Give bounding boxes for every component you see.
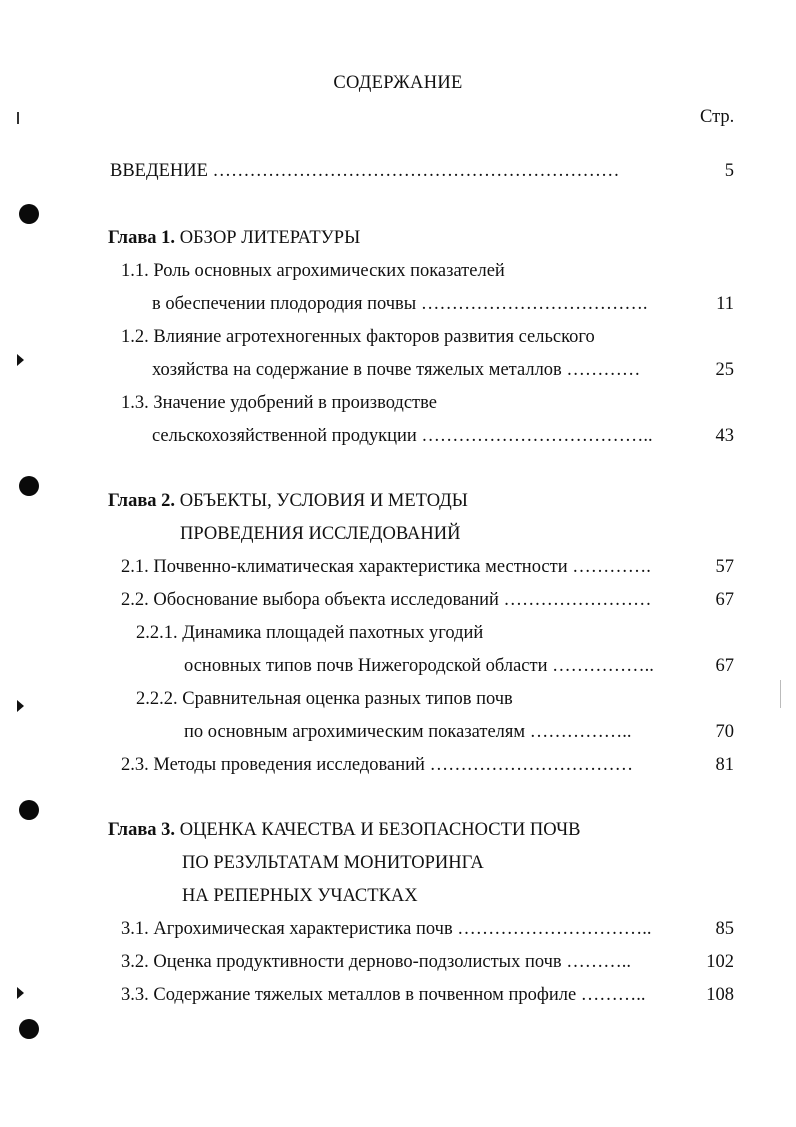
chapter-label: Глава 2. [108,491,176,511]
toc-entry-1-3-cont: сельскохозяйственной продукции ……………………………….. [152,426,653,446]
chapter-3-heading [108,819,581,841]
toc-page-number: 67 [715,590,734,610]
toc-entry-1-3: 1.3. Значение удобрений в производстве [121,393,437,413]
toc-page-number: 70 [715,722,734,742]
punch-hole [19,204,39,224]
chapter-title-cont: ПО РЕЗУЛЬТАТАМ МОНИТОРИНГА [182,853,484,873]
toc-entry-2-2-2: 2.2.2. Сравнительная оценка разных типов почв [136,689,513,709]
toc-entry-1-2-cont: хозяйства на содержание в почве тяжелых металлов ………… [152,360,641,380]
toc-entry-2-1: 2.1. Почвенно-климатическая характеристика местности …………. [121,557,651,577]
toc-page-number: 81 [715,755,734,775]
toc-entry-2-3: 2.3. Методы проведения исследований …………………………… [121,755,634,775]
toc-page-number: 57 [715,557,734,577]
page-column-header: Стр. [700,107,735,127]
toc-entry-3-2: 3.2. Оценка продуктивности дерново-подзолистых почв ……….. [121,952,632,972]
toc-entry-3-1: 3.1. Агрохимическая характеристика почв ………………………….. [121,919,652,939]
toc-entry-2-2: 2.2. Обоснование выбора объекта исследований …………………… [121,590,652,610]
toc-page-number: 5 [724,161,734,181]
toc-page-number: 102 [706,952,734,972]
toc-entry-2-2-2-cont: по основным агрохимическим показателям …………….. [184,722,632,742]
chapter-title: ОБЗОР ЛИТЕРАТУРЫ [179,228,361,248]
chapter-label: Глава 3. [108,820,176,840]
chapter-2-heading [108,490,468,512]
toc-page-number: 43 [715,426,734,446]
chapter-1-heading [108,227,360,249]
toc-entry-1-1-cont: в обеспечении плодородия почвы ………………………………. [152,294,648,314]
chapter-label: Глава 1. [108,228,176,248]
toc-entry-intro: ВВЕДЕНИЕ ………………………………………………………… [110,161,620,181]
scan-mark [17,112,19,124]
toc-entry-2-2-1-cont: основных типов почв Нижегородской области …………….. [184,656,654,676]
scan-mark [17,700,24,712]
chapter-title-cont: ПРОВЕДЕНИЯ ИССЛЕДОВАНИЙ [180,524,461,544]
punch-hole [19,800,39,820]
toc-entry-2-2-1: 2.2.1. Динамика площадей пахотных угодий [136,623,484,643]
scan-mark [17,987,24,999]
toc-page-number: 11 [716,294,734,314]
toc-entry-1-1: 1.1. Роль основных агрохимических показателей [121,261,505,281]
toc-page-number: 67 [715,656,734,676]
punch-hole [19,476,39,496]
toc-page-number: 108 [706,985,734,1005]
page-title: СОДЕРЖАНИЕ [333,73,463,93]
toc-page-number: 25 [715,360,734,380]
scan-mark [780,680,781,708]
punch-hole [19,1019,39,1039]
scan-mark [17,354,24,366]
toc-entry-3-3: 3.3. Содержание тяжелых металлов в почвенном профиле ……….. [121,985,646,1005]
chapter-title: ОЦЕНКА КАЧЕСТВА И БЕЗОПАСНОСТИ ПОЧВ [179,820,581,840]
chapter-title-cont: НА РЕПЕРНЫХ УЧАСТКАХ [182,886,418,906]
chapter-title: ОБЪЕКТЫ, УСЛОВИЯ И МЕТОДЫ [179,491,468,511]
toc-entry-1-2: 1.2. Влияние агротехногенных факторов развития сельского [121,327,595,347]
toc-page-number: 85 [715,919,734,939]
